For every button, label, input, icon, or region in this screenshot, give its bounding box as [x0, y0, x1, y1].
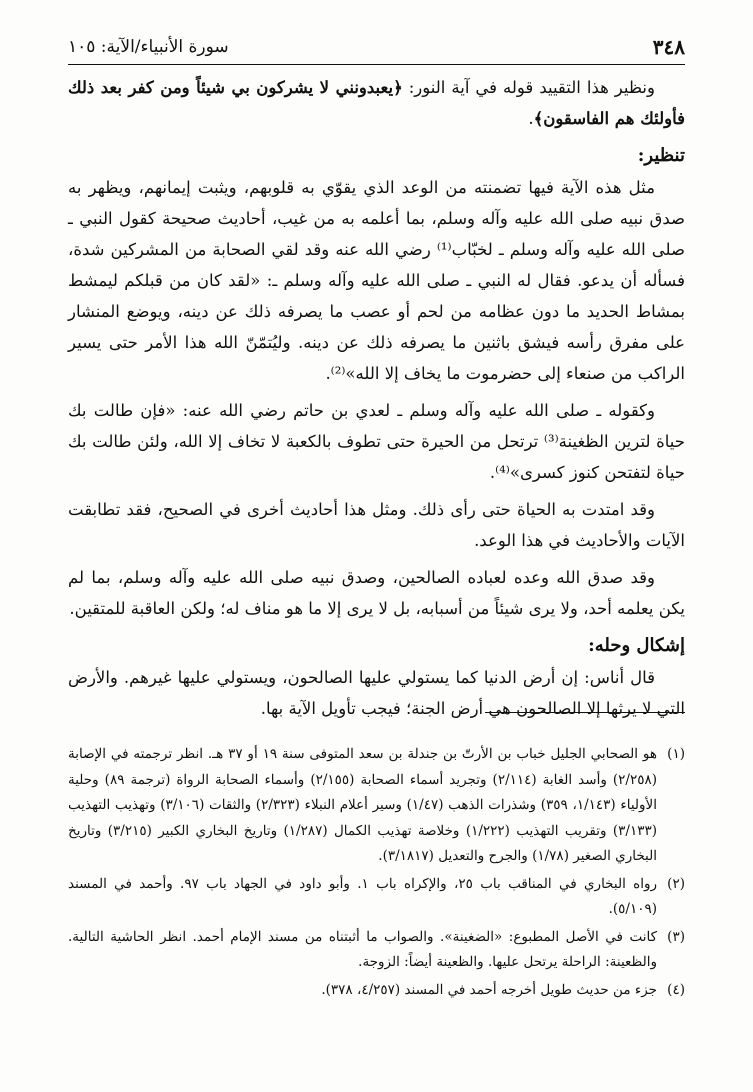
intro-lead: ونظير هذا التقييد قوله في آية النور:: [408, 78, 655, 97]
main-text: [68, 72, 685, 730]
footnotes: [68, 742, 685, 1005]
footnote-number: (١): [667, 746, 685, 762]
footnote-1: [68, 742, 685, 870]
footnote-2: [68, 872, 685, 923]
heading-tanzir: تنظير:: [637, 145, 685, 166]
footnote-3: [68, 925, 685, 976]
footnote-4: [68, 978, 685, 1004]
footnote-text: رواه البخاري في المناقب باب ٢٥، والإكراه باب ١. وأبو داود في الجهاد باب ٩٧. وأحمد في المسند (٥/١٠٩).: [68, 875, 658, 917]
paragraph-1: مثل هذه الآية فيها تضمنته من الوعد الذي يقوّي به قلوبهم، ويثبت إيمانهم، ويظهر به صدق نبيه صلى الله عليه وآله وسلم، بما أعلمه به من غيب، أحاديث صحيحة كقول النبي ـ صلى الله عليه وآله وسلم ـ لخبّاب⁽¹⁾ رضي الله عنه وقد لقي الصحابة من المشركين شدة، فسأله أن يدعو. فقال له النبي ـ صلى الله عليه وآله وسلم ـ: «لقد كان من قبلكم ليمشط بمشاط الحديد ما دون عظامه من لحم أو عصب ما يصرفه ذلك عن دينه، ويوضع المنشار على مفرق رأسه فيشق باثنين ما يصرفه ذلك عن دينه. وليُتمّنّ الله هذا الأمر حتى يسير الراكب من صنعاء إلى حضرموت ما يخاف إلا الله»⁽²⁾.: [68, 178, 686, 383]
page-number: ٣٤٨: [652, 35, 685, 59]
footnote-text: جزء من حديث طويل أخرجه أحمد في المسند (٤/٢٥٧، ٣٧٨).: [321, 981, 657, 998]
quran-verse: ﴿يعبدونني لا يشركون بي شيئاً ومن كفر بعد ذلك فأولئك هم الفاسقون﴾: [68, 78, 685, 128]
intro-end: .: [528, 109, 534, 128]
paragraph-3: وقد امتدت به الحياة حتى رأى ذلك. ومثل هذا أحاديث أخرى في الصحيح، فقد تطابقت الآيات والأحاديث في هذا الوعد.: [68, 500, 685, 550]
surah-title: سورة الأنبياء/الآية: ١٠٥: [68, 37, 229, 57]
intro-paragraph: [68, 72, 685, 134]
footnote-text: كانت في الأصل المطبوع: «الضغينة». والصواب ما أثبتناه من مسند الإمام أحمد. انظر الحاشية التالية. والظعينة: الراحلة يرتحل عليها. والظعينة أيضاً: الزوجة.: [68, 928, 657, 970]
paragraph-4: وقد صدق الله وعده لعباده الصالحين، وصدق نبيه صلى الله عليه وآله وسلم، بما لم يكن يعلمه أحد، ولا يرى شيئاً من أسبابه، بل لا يرى إلا ما هو مناف له؛ ولكن العاقبة للمتقين.: [68, 568, 685, 618]
footnote-separator: [485, 712, 685, 713]
footnote-number: (٣): [667, 928, 685, 945]
heading-ishkal: إشكال وحله:: [588, 635, 685, 656]
footnote-text: هو الصحابي الجليل خباب بن الأرتّ بن جندلة بن سعد المتوفى سنة ١٩ أو ٣٧ هـ. انظر ترجمته في الإصابة (٢/٢٥٨) وأسد الغابة (٢/١١٤) وتجريد أسماء الصحابة (٢/١٥٥) وأسماء الصحابة الرواة (ترجمة ٨٩) وحلية الأولياء (١/١٤٣، ٣٥٩) وشذرات الذهب (١/٤٧) وسير أعلام النبلاء (٢/٣٢٣) والثقات (٣/١٠٦) وتهذيب التهذيب (٣/١٣٣) وتقريب التهذيب (١/٢٢٢) وخلاصة تهذيب الكمال (١/٢٨٧) وتاريخ البخاري الكبير (٣/٢١٥) وتاريخ البخاري الصغير (١/٧٨) والجرح والتعديل (٣/١٨١٧).: [68, 746, 657, 864]
footnote-number: (٢): [667, 875, 685, 892]
running-header: [68, 30, 685, 65]
paragraph-5: قال أناس: إن أرض الدنيا كما يستولي عليها الصالحون، ويستولي عليها غيرهم. والأرض التي لا يرثها إلا الصالحون هي أرض الجنة؛ فيجب تأويل الآية بها.: [68, 668, 685, 718]
paragraph-2: وكقوله ـ صلى الله عليه وآله وسلم ـ لعدي بن حاتم رضي الله عنه: «فإن طالت بك حياة لترين الظغينة⁽³⁾ ترتحل من الحيرة حتى تطوف بالكعبة لا تخاف إلا الله، ولئن طالت بك حياة لتفتحن كنوز كسرى»⁽⁴⁾.: [68, 401, 685, 482]
footnote-number: (٤): [667, 981, 685, 998]
